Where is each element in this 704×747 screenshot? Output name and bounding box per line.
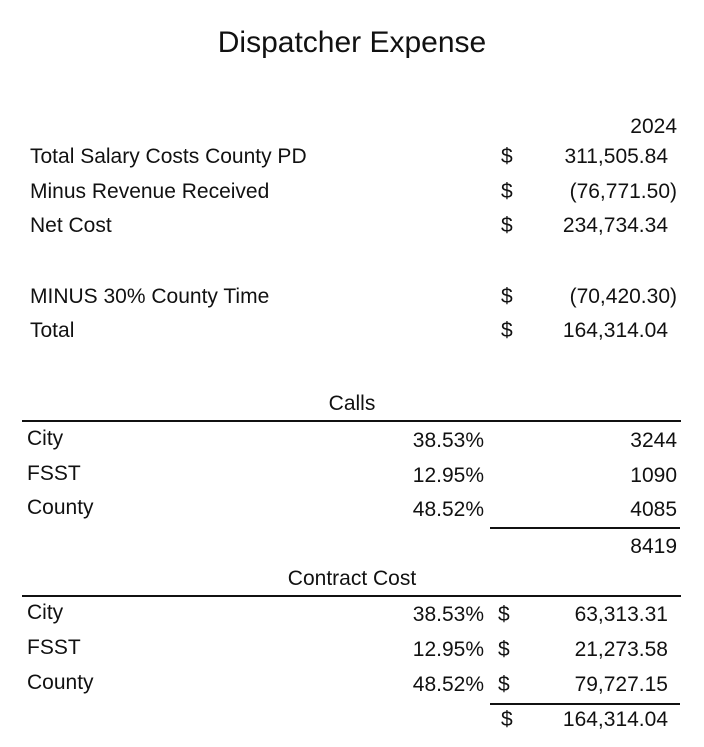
calls-pct-county: 48.52% xyxy=(412,498,484,521)
summary-label-county-time: MINUS 30% County Time xyxy=(30,285,270,308)
summary-amount-salary: 311,505.84 xyxy=(564,145,668,168)
page-title: Dispatcher Expense xyxy=(217,26,487,59)
summary-currency-revenue: $ xyxy=(501,180,513,203)
summary-currency-salary: $ xyxy=(501,145,513,168)
year-header: 2024 xyxy=(630,115,677,138)
contract-label-city: City xyxy=(27,601,64,624)
contract-total: 164,314.04 xyxy=(562,708,668,731)
contract-currency-city: $ xyxy=(498,603,510,626)
summary-label-total: Total xyxy=(30,319,75,342)
calls-heading: Calls xyxy=(328,392,376,415)
summary-label-net: Net Cost xyxy=(30,214,112,237)
summary-amount-revenue: (76,771.50) xyxy=(569,180,677,203)
summary-amount-net: 234,734.34 xyxy=(562,214,668,237)
summary-amount-total: 164,314.04 xyxy=(562,319,668,342)
contract-currency-county: $ xyxy=(498,673,510,696)
contract-divider xyxy=(22,595,681,597)
contract-pct-fsst: 12.95% xyxy=(412,638,484,661)
calls-label-fsst: FSST xyxy=(27,462,81,485)
calls-value-county: 4085 xyxy=(630,498,677,521)
calls-pct-city: 38.53% xyxy=(412,429,484,452)
calls-label-city: City xyxy=(27,427,64,450)
calls-label-county: County xyxy=(27,496,94,519)
contract-currency-fsst: $ xyxy=(498,638,510,661)
contract-amount-fsst: 21,273.58 xyxy=(574,638,668,661)
contract-amount-county: 79,727.15 xyxy=(574,673,668,696)
summary-amount-county-time: (70,420.30) xyxy=(569,285,677,308)
calls-value-fsst: 1090 xyxy=(630,464,677,487)
contract-label-county: County xyxy=(27,671,94,694)
contract-total-rule xyxy=(490,703,680,705)
summary-currency-total: $ xyxy=(501,319,513,342)
summary-label-salary: Total Salary Costs County PD xyxy=(30,145,307,168)
calls-pct-fsst: 12.95% xyxy=(412,464,484,487)
calls-divider xyxy=(22,420,681,422)
summary-currency-county-time: $ xyxy=(501,285,513,308)
calls-total: 8419 xyxy=(630,535,677,558)
contract-pct-county: 48.52% xyxy=(412,673,484,696)
summary-currency-net: $ xyxy=(501,214,513,237)
calls-total-rule xyxy=(490,527,680,529)
summary-label-revenue: Minus Revenue Received xyxy=(30,180,270,203)
calls-value-city: 3244 xyxy=(630,429,677,452)
contract-amount-city: 63,313.31 xyxy=(574,603,668,626)
contract-heading: Contract Cost xyxy=(287,567,417,590)
contract-total-currency: $ xyxy=(501,708,513,731)
contract-label-fsst: FSST xyxy=(27,636,81,659)
contract-pct-city: 38.53% xyxy=(412,603,484,626)
